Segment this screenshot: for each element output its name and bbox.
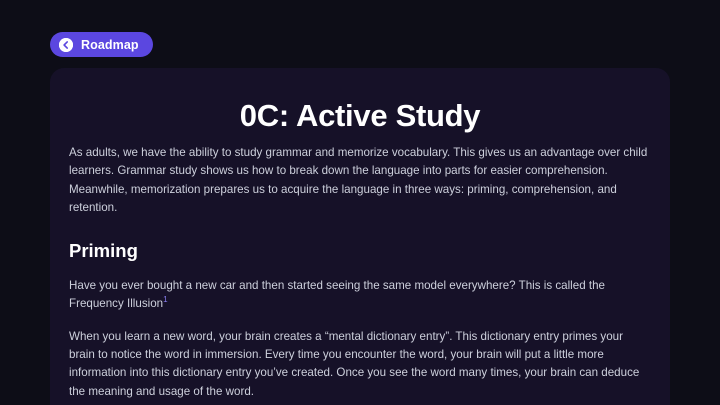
section-heading-priming: Priming — [69, 240, 138, 262]
footnote-link-1[interactable]: 1 — [163, 295, 168, 305]
priming-paragraph-2: When you learn a new word, your brain creates a “mental dictionary entry”. This dictionary entry primes your brain to notice the word in immersion. Every time you encounter the word, your brain will put a little more information into this dictionary entry you’ve created. Once you see the word many times, your brain can deduce the meaning and usage of the word. — [69, 329, 640, 398]
priming-paragraph-1-text: Have you ever bought a new car and then started seeing the same model everywhere? This is called the Frequency Illusion — [69, 279, 605, 311]
back-to-roadmap-button[interactable] — [50, 32, 153, 57]
back-button-label: Roadmap — [81, 37, 139, 52]
arrow-left-circle-icon — [59, 38, 73, 52]
priming-paragraph-1 — [69, 277, 651, 314]
lesson-card — [50, 68, 670, 405]
intro-paragraph: As adults, we have the ability to study grammar and memorize vocabulary. This gives us an advantage over child learners. Grammar study shows us how to break down the language into parts for easier comprehension. Meanwhile, memorization prepares us to acquire the language in three ways: priming, comprehension, and retention. — [69, 146, 648, 214]
page-title: 0C: Active Study — [239, 98, 481, 133]
